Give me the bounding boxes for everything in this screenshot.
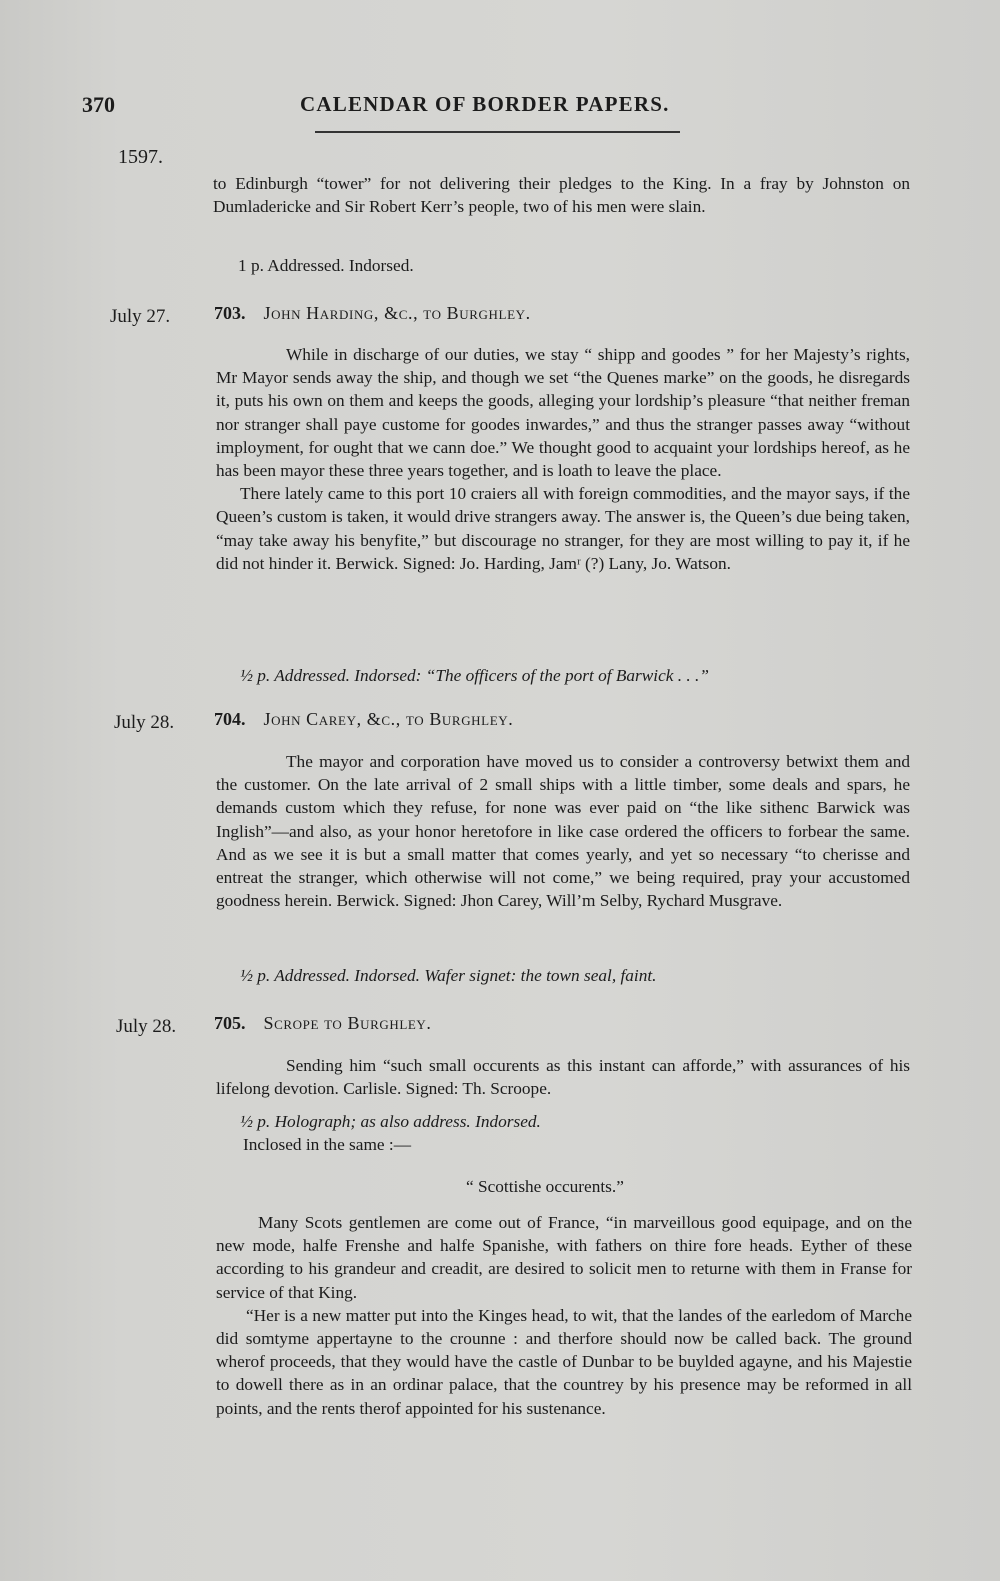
desc-text: ½ p. Holograph; as also address. Indorsed. [240, 1112, 541, 1131]
entry-heading [214, 1013, 432, 1034]
enclosure-paragraph: “Her is a new matter put into the Kinges head, to wit, that the landes of the earledom of Marche did somtyme appertayne to the crounne : and therfore should now be called back. The ground wherof proceeds, that they would have the castle of Dunbar to be buylded agayne, and his Majestie to dowell there as in an ordinar palace, that the countrey by his presence may be reformed in all points, and the rents therof appointed for his sustenance. [216, 1305, 912, 1418]
running-header [80, 92, 920, 124]
entry-number: 705. [214, 1013, 246, 1033]
entry-description [240, 664, 709, 687]
entry-date: July 27. [110, 306, 171, 327]
entry-body [216, 750, 910, 912]
entry-title: John Carey, &c., to Burghley. [263, 709, 514, 729]
enclosure-body [216, 1211, 912, 1420]
entry-description [240, 1110, 541, 1133]
enclosure-paragraph: Many Scots gentlemen are come out of France, “in marveillous good equipage, and on the new mode, halfe Frenshe and halfe Spanishe, with fathers on thire fore heads. Eyther of these according to his grandeur and creadit, are desired to solicit men to returne with them in Franse for service of that King. [216, 1213, 912, 1302]
enclosure-title: “ Scottishe occurents.” [466, 1177, 624, 1196]
continued-paragraph: to Edinburgh “tower” for not delivering their pledges to the King. In a fray by Johnston on Dumladericke and Sir Robert Kerr’s people, two of his men were slain. [213, 174, 910, 217]
desc-text: ½ p. Addressed. Indorsed: “The officers of the port of Barwick . . .” [240, 666, 709, 685]
entry-body [216, 1054, 910, 1100]
header-rule [315, 131, 680, 133]
page-number: 370 [82, 92, 115, 117]
entry-number: 703. [214, 303, 246, 323]
entry-number: 704. [214, 709, 246, 729]
desc-text: ½ p. Addressed. Indorsed. Wafer signet: the town seal, faint. [240, 966, 657, 985]
page-title: CALENDAR OF BORDER PAPERS. [300, 92, 670, 116]
entry-description [240, 964, 657, 987]
entry-title: Scrope to Burghley. [263, 1013, 432, 1033]
entry-paragraph: There lately came to this port 10 craiers all with foreign commodities, and the mayor says, if the Queen’s custom is taken, it would drive strangers away. The answer is, the Queen’s due being taken, “may take away his benyfite,” but discourage no stranger, for they are most willing to pay it, if he did not hinder it. Berwick. Signed: Jo. Harding, Jamʳ (?) Lany, Jo. Watson. [216, 484, 910, 573]
entry-paragraph: The mayor and corporation have moved us to consider a controversy betwixt them and the customer. On the late arrival of 2 small ships with a little timber, some deals and spars, he demands custom which they refuse, for none was ever paid on “the like sithenc Barwick was Inglish”—and also, as your honor heretofore in like case ordered the officers to forbear the same. And as we see it is but a small matter that comes yearly, and yet so necessary “to cherisse and entreat the stranger, which otherwise will not come,” we being required, pray your accustomed goodness herein. Berwick. Signed: Jhon Carey, Will’m Selby, Rychard Musgrave. [216, 752, 910, 911]
entry-title: John Harding, &c., to Burghley. [263, 303, 531, 323]
enclosure-note: Inclosed in the same :— [243, 1135, 411, 1154]
desc-text: 1 p. Addressed. Indorsed. [238, 256, 414, 275]
entry-body [216, 343, 910, 575]
continued-entry [213, 172, 910, 218]
continued-description [238, 254, 414, 277]
year-label: 1597. [118, 146, 163, 168]
entry-heading [214, 303, 531, 324]
entry-heading [214, 709, 513, 730]
entry-date: July 28. [114, 712, 175, 733]
entry-paragraph: While in discharge of our duties, we stay “ shipp and goodes ” for her Majesty’s rights, Mr Mayor sends away the ship, and though we set “the Quenes marke” on the goods, he disregards it, puts his own on them and keeps the goods, alleging your lordship’s pleasure “that neither freman nor stranger shall paye custome for goodes inwardes,” and thus the stranger passes away “without imployment, for ought that we cann doe.” We thought good to acquaint your lordships hereof, as he has been mayor these three years together, and is loath to leave the place. [216, 345, 910, 481]
entry-paragraph: Sending him “such small occurents as this instant can afforde,” with assurances of his lifelong devotion. Carlisle. Signed: Th. Scroope. [216, 1056, 910, 1099]
entry-date: July 28. [116, 1016, 177, 1037]
